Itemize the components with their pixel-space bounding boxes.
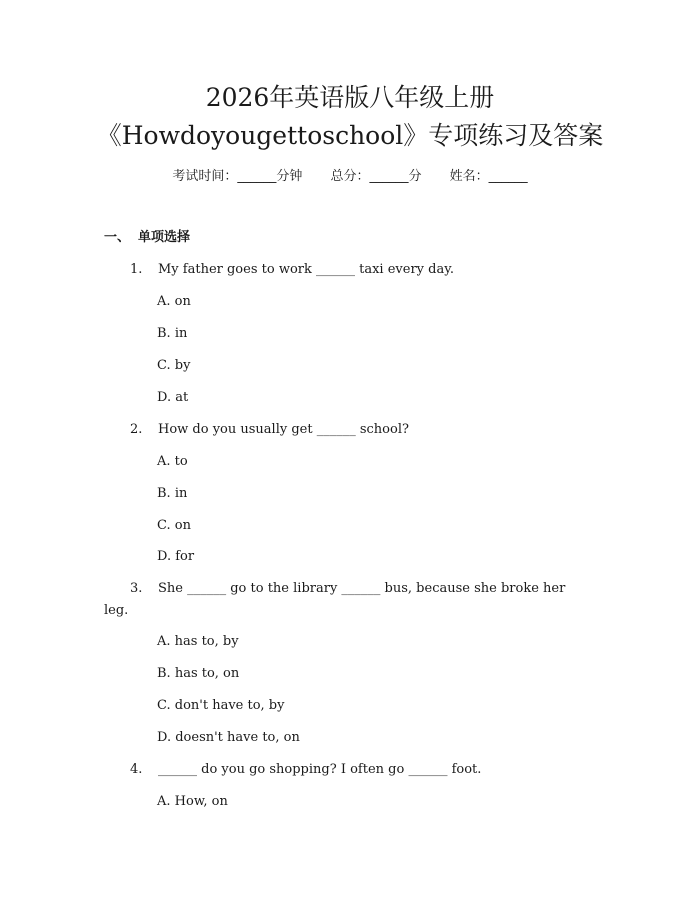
total-score-field: 总分：______分 bbox=[330, 169, 422, 184]
question-number: 1. bbox=[130, 262, 143, 277]
option-1b: B. in bbox=[157, 326, 188, 341]
page-title-line1: 2026年英语版八年级上册 bbox=[205, 83, 495, 112]
question-1 bbox=[130, 261, 454, 279]
question-number: 3. bbox=[130, 581, 143, 596]
question-4 bbox=[130, 761, 481, 779]
section-title: 单项选择 bbox=[138, 230, 191, 245]
question-number: 2. bbox=[130, 422, 143, 437]
option-1d: D. at bbox=[157, 390, 189, 405]
option-3c: C. don't have to, by bbox=[157, 698, 285, 713]
option-3d: D. doesn't have to, on bbox=[157, 730, 300, 745]
student-name-field: 姓名：______ bbox=[449, 169, 528, 184]
question-3 bbox=[130, 580, 565, 598]
option-2a: A. to bbox=[157, 454, 188, 469]
exam-info-row bbox=[0, 168, 700, 186]
question-text: How do you usually get ______ school? bbox=[158, 422, 409, 437]
question-text-line2: leg. bbox=[104, 603, 129, 618]
option-3b: B. has to, on bbox=[157, 666, 240, 681]
option-1c: C. by bbox=[157, 358, 191, 373]
option-2d: D. for bbox=[157, 549, 195, 564]
question-text-line1: She ______ go to the library ______ bus, because she broke her bbox=[158, 581, 566, 596]
option-4a: A. How, on bbox=[157, 794, 228, 809]
section-number: 一、 bbox=[104, 230, 131, 245]
question-number: 4. bbox=[130, 762, 143, 777]
option-3a: A. has to, by bbox=[157, 634, 239, 649]
page-title-line2: 《Howdoyougettoschool》专项练习及答案 bbox=[96, 121, 604, 150]
exam-time-field: 考试时间：______分钟 bbox=[172, 169, 303, 184]
option-2b: B. in bbox=[157, 486, 188, 501]
option-2c: C. on bbox=[157, 518, 191, 533]
question-2 bbox=[130, 421, 409, 439]
question-text: ______ do you go shopping? I often go ______ foot. bbox=[158, 762, 482, 777]
question-text: My father goes to work ______ taxi every day. bbox=[158, 262, 454, 277]
option-1a: A. on bbox=[157, 294, 191, 309]
section-heading bbox=[104, 229, 190, 247]
